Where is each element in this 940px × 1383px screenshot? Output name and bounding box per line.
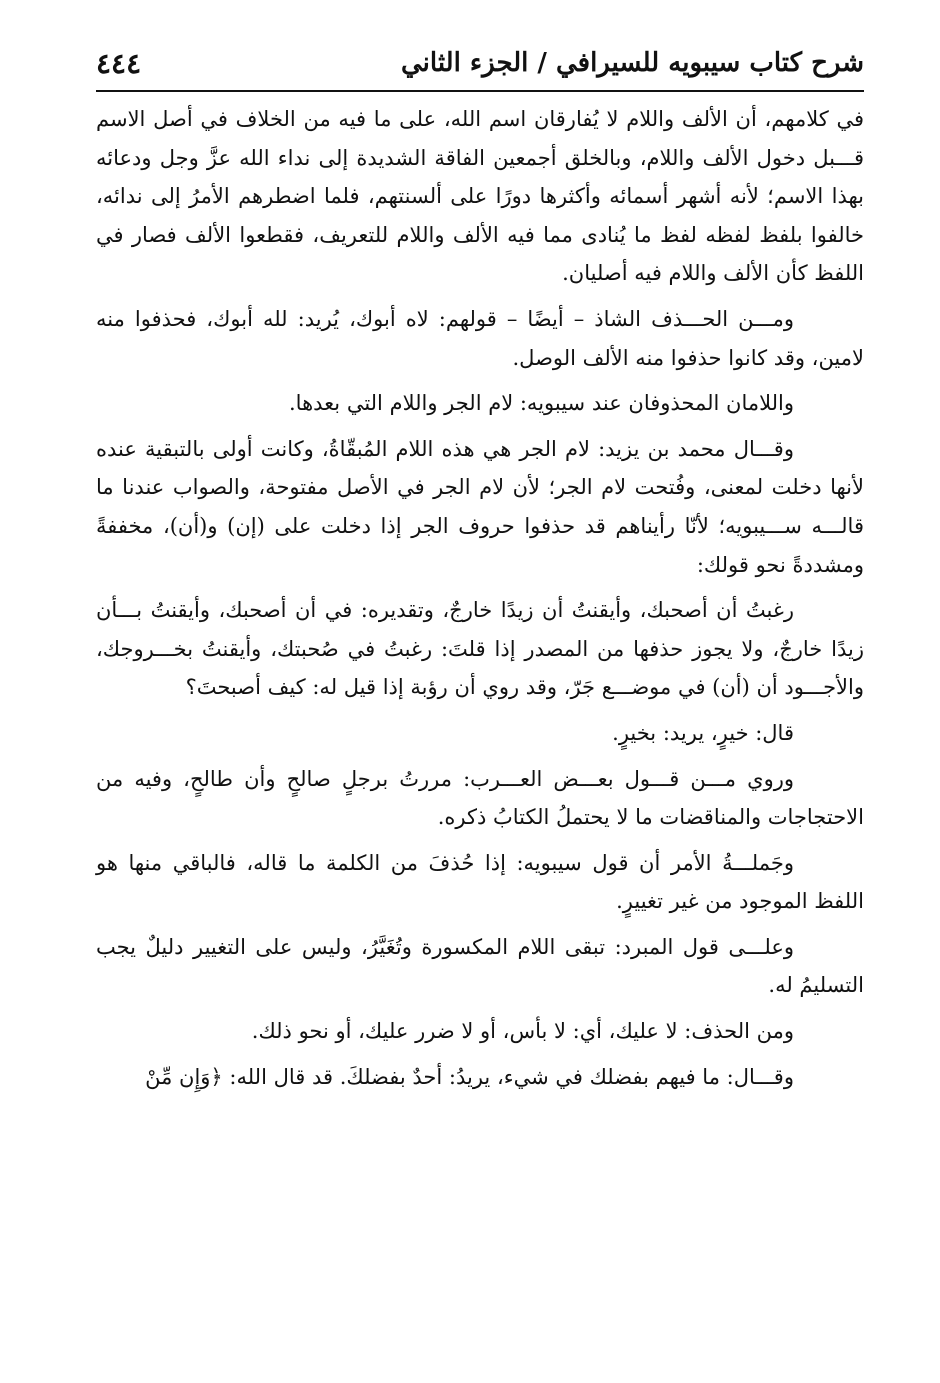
page-number: ٤٤٤	[96, 46, 142, 80]
paragraph: ومن الحذف: لا عليك، أي: لا بأس، أو لا ضرر عليك، أو نحو ذلك.	[251, 1019, 794, 1044]
paragraph: وعلـــى قول المبرد: تبقى اللام المكسورة وتُغَيَّرُ، وليس على التغيير دليلٌ يجب التسليمُ له.	[96, 934, 864, 998]
paragraph: وروي مـــن قـــول بعـــض العـــرب: مررتُ برجلٍ صالحٍ وأن طالحٍ، وفيه من الاحتجاجات والمناقضات ما لا يحتملُ الكتابُ ذكره.	[96, 766, 864, 830]
paragraph: في كلامهم، أن الألف واللام لا يُفارقان اسم الله، على ما فيه من الخلاف في أصل الاسم قـــبل دخول الألف واللام، وبالخلق أجمعين الفاقة الشديدة إلى نداء الله عزَّ وجل ودعائه بهذا الاسم؛ لأنه أشهر أسمائه وأكثرها دورًا على ألسنتهم، فلما اضطرهم الأمرُ إلى ندائه، خالفوا بلفظ لفظه لفظ ما يُنادى مما فيه الألف واللام للتعريف، فقطعوا الألف فصار في اللفظ كأن الألف واللام فيه أصليان.	[96, 107, 864, 286]
paragraph: ومـــن الحـــذف الشاذ – أيضًا – قولهم: لاه أبوك، يُريد: لله أبوك، فحذفوا منه لامين، وقد كانوا حذفوا منه الألف الوصل.	[96, 306, 864, 370]
paragraph: قال: خيرٍ، يريد: بخيرٍ.	[612, 720, 794, 745]
paragraph: واللامان المحذوفان عند سيبويه: لام الجر واللام التي بعدها.	[289, 391, 794, 416]
paragraph: وقـــال: ما فيهم بفضلك في شيء، يريدُ: أحدٌ بفضلكَ. قد قال الله: ﴿وَإِن مِّنْ	[145, 1064, 794, 1089]
paragraph: وقـــال محمد بن يزيد: لام الجر هي هذه اللام المُبقّاةُ، وكانت أولى بالتبقية عنده لأنها دخلت لمعنى، وفُتحت لام الجر؛ لأن لام الجر في الأصل مفتوحة، والصواب عندنا ما قالـــه ســـيبويه؛ لأنّا رأيناهم قد حذفوا حروف الجر إذا دخلت على (إن) و(أن)، مخففةً ومشددةً نحو قولك:	[96, 436, 864, 577]
running-title: شرح كتاب سيبويه للسيرافي / الجزء الثاني	[401, 48, 864, 78]
page-header	[96, 38, 864, 88]
header-divider	[96, 90, 864, 92]
paragraph: وجَملـــةُ الأمر أن قول سيبويه: إذا حُذفَ من الكلمة ما قاله، فالباقي منها هو اللفظ الموجود من غير تغييرٍ.	[96, 850, 864, 914]
body-text	[96, 100, 864, 1103]
paragraph: رغبتُ أن أصحبك، وأيقنتُ أن زيدًا خارجٌ، وتقديره: في أن أصحبك، وأيقنتُ بـــأن زيدًا خارجٌ، ولا يجوز حذفها من المصدر إذا قلتَ: رغبتُ في صُحبتك، وأيقنتُ بخـــروجك، والأجـــود أن (أن) في موضـــع جَرّ، وقد روي أن رؤبة إذا قيل له: كيف أصبحتَ؟	[96, 598, 864, 700]
